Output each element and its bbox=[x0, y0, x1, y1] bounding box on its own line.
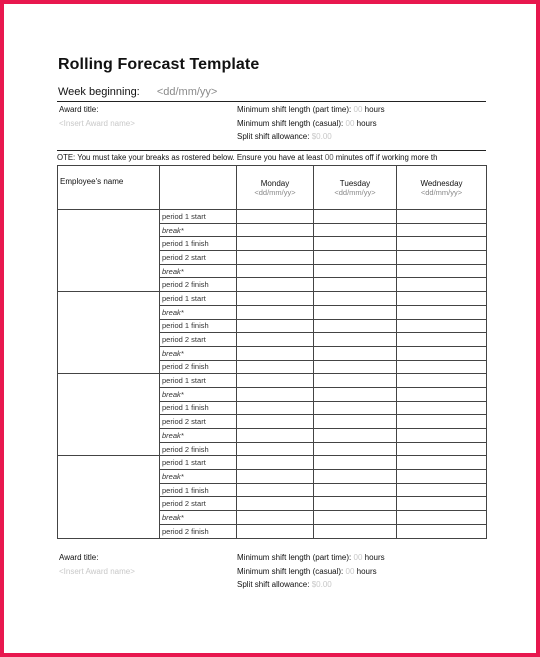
time-entry-cell[interactable] bbox=[237, 442, 314, 456]
time-entry-cell[interactable] bbox=[314, 456, 397, 470]
split-shift-value[interactable]: $0.00 bbox=[311, 580, 332, 589]
day-date-field[interactable]: <dd/mm/yy> bbox=[254, 187, 296, 197]
time-entry-cell[interactable] bbox=[397, 251, 487, 265]
time-entry-cell[interactable] bbox=[397, 415, 487, 429]
day-name: Monday bbox=[260, 178, 290, 188]
time-entry-cell[interactable] bbox=[397, 470, 487, 484]
day-name: Wednesday bbox=[420, 178, 463, 188]
time-entry-cell[interactable] bbox=[314, 305, 397, 319]
time-entry-cell[interactable] bbox=[237, 278, 314, 292]
time-entry-cell[interactable] bbox=[237, 264, 314, 278]
time-entry-cell[interactable] bbox=[237, 401, 314, 415]
employee-name-cell[interactable] bbox=[58, 210, 160, 292]
time-entry-cell[interactable] bbox=[237, 319, 314, 333]
time-entry-cell[interactable] bbox=[397, 210, 487, 224]
employee-name-cell[interactable] bbox=[58, 374, 160, 456]
shift-period-label: period 1 start bbox=[160, 292, 237, 306]
shift-period-label: period 1 start bbox=[160, 456, 237, 470]
time-entry-cell[interactable] bbox=[397, 223, 487, 237]
time-entry-cell[interactable] bbox=[314, 333, 397, 347]
time-entry-cell[interactable] bbox=[397, 524, 487, 538]
award-label: Award title: bbox=[59, 553, 99, 562]
shift-period-label: period 2 finish bbox=[160, 442, 237, 456]
week-date-field[interactable]: <dd/mm/yy> bbox=[156, 86, 218, 98]
time-entry-cell[interactable] bbox=[237, 470, 314, 484]
employee-name-cell[interactable] bbox=[58, 456, 160, 538]
min-part-time-unit: hours bbox=[364, 553, 385, 562]
shift-period-label: period 2 start bbox=[160, 415, 237, 429]
time-entry-cell[interactable] bbox=[314, 497, 397, 511]
day-date-field[interactable]: <dd/mm/yy> bbox=[420, 187, 463, 197]
employee-name-header: Employee's name bbox=[58, 166, 160, 210]
time-entry-cell[interactable] bbox=[314, 442, 397, 456]
shift-rules-block-bottom bbox=[237, 551, 385, 592]
sheet-top-rule bbox=[57, 101, 486, 102]
page-title: Rolling Forecast Template bbox=[58, 56, 260, 73]
shift-period-label: period 1 start bbox=[160, 210, 237, 224]
time-entry-cell[interactable] bbox=[397, 442, 487, 456]
time-entry-cell[interactable] bbox=[397, 497, 487, 511]
shift-period-label: period 1 start bbox=[160, 374, 237, 388]
table-row bbox=[58, 210, 487, 224]
time-entry-cell[interactable] bbox=[397, 401, 487, 415]
min-part-time-value[interactable]: 00 bbox=[353, 105, 363, 114]
shift-period-label: break* bbox=[160, 305, 237, 319]
time-entry-cell[interactable] bbox=[397, 346, 487, 360]
break-note bbox=[57, 151, 486, 164]
min-casual-row bbox=[237, 565, 385, 579]
time-entry-cell[interactable] bbox=[237, 251, 314, 265]
time-entry-cell[interactable] bbox=[314, 511, 397, 525]
split-shift-value[interactable]: $0.00 bbox=[311, 132, 332, 141]
time-entry-cell[interactable] bbox=[237, 429, 314, 443]
time-entry-cell[interactable] bbox=[397, 360, 487, 374]
table-row bbox=[58, 456, 487, 470]
time-entry-cell[interactable] bbox=[314, 264, 397, 278]
time-entry-cell[interactable] bbox=[397, 264, 487, 278]
time-entry-cell[interactable] bbox=[314, 387, 397, 401]
time-entry-cell[interactable] bbox=[237, 374, 314, 388]
day-header-wednesday bbox=[397, 166, 487, 210]
award-label: Award title: bbox=[59, 105, 99, 114]
time-entry-cell[interactable] bbox=[397, 456, 487, 470]
time-entry-cell[interactable] bbox=[314, 278, 397, 292]
shift-period-label: period 2 start bbox=[160, 333, 237, 347]
split-shift-label: Split shift allowance: bbox=[237, 580, 310, 589]
time-entry-cell[interactable] bbox=[237, 237, 314, 251]
note-text-end: minutes off if working more th bbox=[335, 153, 438, 162]
time-entry-cell[interactable] bbox=[237, 497, 314, 511]
split-shift-row bbox=[237, 578, 385, 592]
min-part-time-row bbox=[237, 551, 385, 565]
time-entry-cell[interactable] bbox=[314, 319, 397, 333]
shift-period-label: break* bbox=[160, 511, 237, 525]
note-text: OTE: You must take your breaks as rostered below. Ensure you have at least bbox=[57, 153, 323, 162]
time-entry-cell[interactable] bbox=[314, 374, 397, 388]
shift-period-label: break* bbox=[160, 429, 237, 443]
time-entry-cell[interactable] bbox=[397, 292, 487, 306]
time-entry-cell[interactable] bbox=[237, 456, 314, 470]
time-entry-cell[interactable] bbox=[314, 251, 397, 265]
note-minutes[interactable]: 00 bbox=[324, 153, 334, 162]
time-entry-cell[interactable] bbox=[314, 360, 397, 374]
day-header-tuesday bbox=[314, 166, 397, 210]
shift-period-label: period 1 finish bbox=[160, 319, 237, 333]
day-date-field[interactable]: <dd/mm/yy> bbox=[334, 187, 376, 197]
time-entry-cell[interactable] bbox=[237, 387, 314, 401]
time-entry-cell[interactable] bbox=[237, 511, 314, 525]
shift-period-label: period 2 finish bbox=[160, 278, 237, 292]
award-block-bottom bbox=[59, 551, 135, 578]
shift-period-label: period 2 finish bbox=[160, 524, 237, 538]
shift-period-label: period 2 start bbox=[160, 497, 237, 511]
time-entry-cell[interactable] bbox=[314, 401, 397, 415]
min-casual-value[interactable]: 00 bbox=[345, 566, 355, 576]
shift-period-label: period 1 finish bbox=[160, 483, 237, 497]
time-entry-cell[interactable] bbox=[314, 483, 397, 497]
day-header-monday bbox=[237, 166, 314, 210]
shift-period-label: break* bbox=[160, 223, 237, 237]
shift-period-label: break* bbox=[160, 470, 237, 484]
min-part-time-label: Minimum shift length (part time): bbox=[237, 553, 352, 562]
roster-sheet bbox=[57, 101, 486, 536]
time-entry-cell[interactable] bbox=[397, 278, 487, 292]
time-entry-cell[interactable] bbox=[397, 483, 487, 497]
shift-period-label: break* bbox=[160, 264, 237, 278]
time-entry-cell[interactable] bbox=[397, 511, 487, 525]
shift-period-label: period 2 finish bbox=[160, 360, 237, 374]
roster-table bbox=[57, 165, 487, 539]
time-entry-cell[interactable] bbox=[237, 415, 314, 429]
time-entry-cell[interactable] bbox=[314, 237, 397, 251]
min-part-time-value[interactable]: 00 bbox=[353, 553, 363, 562]
table-header-row bbox=[58, 166, 487, 210]
time-entry-cell[interactable] bbox=[237, 524, 314, 538]
time-entry-cell[interactable] bbox=[237, 305, 314, 319]
employee-name-cell[interactable] bbox=[58, 292, 160, 374]
time-entry-cell[interactable] bbox=[314, 223, 397, 237]
time-entry-cell[interactable] bbox=[314, 292, 397, 306]
min-casual-unit: hours bbox=[356, 118, 377, 128]
time-entry-cell[interactable] bbox=[397, 429, 487, 443]
day-name: Tuesday bbox=[339, 178, 371, 188]
table-row bbox=[58, 292, 487, 306]
time-entry-cell[interactable] bbox=[397, 374, 487, 388]
time-entry-cell[interactable] bbox=[237, 223, 314, 237]
table-row bbox=[58, 374, 487, 388]
time-entry-cell[interactable] bbox=[397, 237, 487, 251]
min-casual-unit: hours bbox=[356, 566, 377, 576]
time-entry-cell[interactable] bbox=[314, 346, 397, 360]
time-entry-cell[interactable] bbox=[397, 333, 487, 347]
time-entry-cell[interactable] bbox=[397, 387, 487, 401]
award-name-field[interactable]: <Insert Award name> bbox=[59, 118, 135, 128]
min-part-time-label: Minimum shift length (part time): bbox=[237, 105, 352, 114]
week-beginning bbox=[58, 86, 217, 98]
time-entry-cell[interactable] bbox=[397, 319, 487, 333]
min-casual-label: Minimum shift length (casual): bbox=[237, 118, 344, 128]
time-entry-cell[interactable] bbox=[314, 470, 397, 484]
time-entry-cell[interactable] bbox=[314, 429, 397, 443]
shift-period-label: break* bbox=[160, 346, 237, 360]
shift-period-label: break* bbox=[160, 387, 237, 401]
shift-period-label: period 1 finish bbox=[160, 237, 237, 251]
time-entry-cell[interactable] bbox=[314, 210, 397, 224]
split-shift-label: Split shift allowance: bbox=[237, 132, 310, 141]
time-entry-cell[interactable] bbox=[314, 524, 397, 538]
shift-period-label: period 1 finish bbox=[160, 401, 237, 415]
time-entry-cell[interactable] bbox=[237, 292, 314, 306]
time-entry-cell[interactable] bbox=[237, 333, 314, 347]
roster-body bbox=[58, 210, 487, 539]
min-casual-label: Minimum shift length (casual): bbox=[237, 566, 344, 576]
min-casual-value[interactable]: 00 bbox=[345, 118, 355, 128]
time-entry-cell[interactable] bbox=[237, 360, 314, 374]
time-entry-cell[interactable] bbox=[237, 210, 314, 224]
time-entry-cell[interactable] bbox=[397, 305, 487, 319]
award-name-field[interactable]: <Insert Award name> bbox=[59, 566, 135, 576]
time-entry-cell[interactable] bbox=[237, 346, 314, 360]
time-entry-cell[interactable] bbox=[314, 415, 397, 429]
min-part-time-unit: hours bbox=[364, 105, 385, 114]
shift-label-header bbox=[160, 166, 237, 210]
time-entry-cell[interactable] bbox=[237, 483, 314, 497]
shift-period-label: period 2 start bbox=[160, 251, 237, 265]
week-label: Week beginning: bbox=[58, 86, 140, 98]
